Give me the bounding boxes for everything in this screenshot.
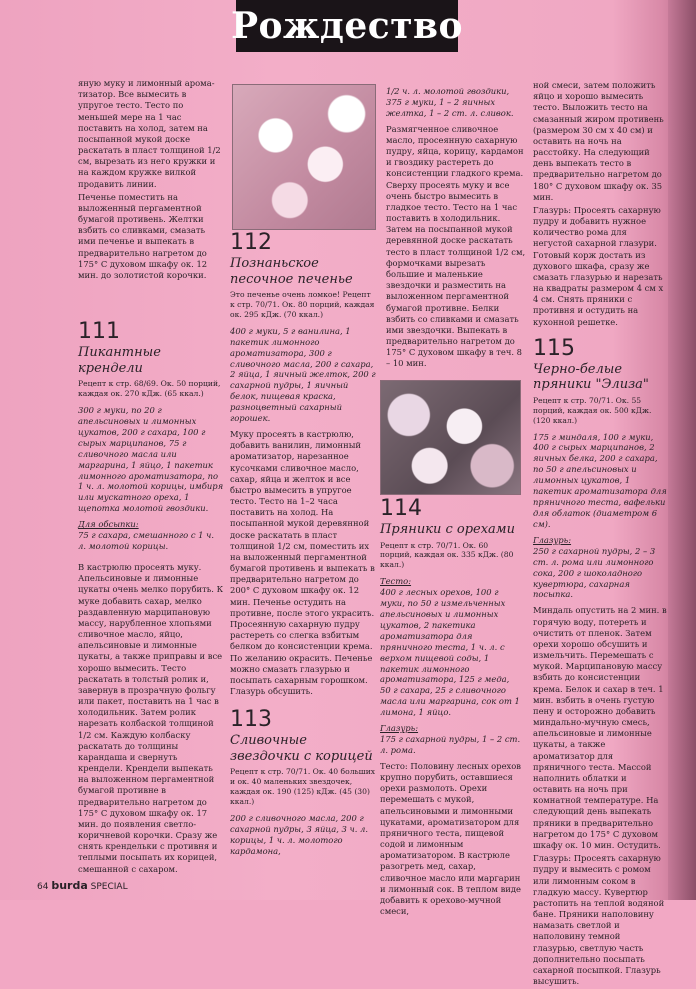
glaze-ingredients: 175 г сахарной пудры, 1 – 2 ст. л. рома. — [380, 734, 521, 755]
glaze-label: Глазурь: — [533, 534, 572, 545]
recipe-number: 112 — [230, 230, 272, 255]
recipe-text: Миндаль опустить на 2 мин. в горячую воду, потереть и очистить от пленок. Затем орехи хорошо обсушить и измельчить. Перемешать с мукой. Марципановую массу взбить до консистенции крема. Белок и сахар в теч. 1 мин. взбить в очень густую пену и осторожно добавить миндально-мучную смесь, апельсиновые и лимонные цукаты, а также ароматизатор для пряничного теста. Массой наполнить облатки и оставить на ночь при комнатной температуре. На следующий день выпекать пряники в предварительно нагретом до 175° С духовом шкафу ок. 10 мин. Остудить. — [533, 605, 667, 850]
brand-logo: burda — [51, 879, 88, 892]
intro-text-2: Печенье поместить на выложенный пергаментной бумагой противень. Желтки взбить со сливками, смазать ими печенье и выпекать в предварительно нагретом до 175° С духовом шкафу ок. 12 мин. до золотистой корочки. — [78, 191, 208, 280]
recipe-text: Муку просеять в кастрюлю, добавить ванилин, лимонный ароматизатор, нарезанное кусочками сливочное масло, сахар, яйца и желток и все быстро вымесить в упругое тесто. Тесто на 1–2 часа поставить на холод. На посыпанной мукой деревянной доске раскатать в пласт толщиной 1/2 см, поместить их на выложенный пергаментной бумагой противень и выпекать в предварительно нагретом до 200° С духовом шкафу ок. 12 мин. Печенье остудить на противне, после этого украсить. Просеянную сахарную пудру растереть со слегка взбитым белком до консистенции крема. По желанию окрасить. Печенье можно смазать глазурью и посыпать сахарным горошком. Глазурь обсушить. — [230, 429, 375, 697]
recipe-title: Черно-белые пряники "Элиза" — [533, 361, 649, 393]
intro-text: яную муку и лимонный аромa-тизатор. Все вымесить в упругое тесто. Тесто по меньшей мере на 1 час поставить на холод, затем на посыпанной мукой доске раскатать в пласт толщиной 1/2 см, вырезать из него кружки и на каждом кружке вилкой продавить линии. — [78, 78, 221, 189]
column-3 — [386, 86, 526, 372]
recipe-text: Размягченное сливочное масло, просеянную сахарную пудру, яйца, корицу, кардамон и гвоздику растереть до консистенции гладкого крема. Сверху просеять муку и все очень быстро вымесить в гладкое тесто. Тесто на 1 час поставить в холодильник. Затем на посыпанной мукой деревянной доске раскатать тесто в пласт толщиной 1/2 см, формочками вырезать большие и маленькие звездочки и разместить на выложенном пергаментной бумагой противне. Белки взбить со сливками и смазать ими звездочки. Выпекать в предварительно нагретом до 175° С духовом шкафу в теч. 8 – 10 мин. — [386, 123, 526, 369]
column-4 — [533, 80, 667, 989]
recipe-text: В кастрюлю просеять муку. Апельсиновые и лимонные цукаты очень мелко порубить. К муке добавить сахар, мелко раздавленную марципановую массу, нарубленное хлопьями сливочное масло, яйцо, апельсиновые и лимонные цукаты, а также приправы и все хорошо вымесить. Тесто раскатать в толстый ролик и, завернув в прозрачную фольгу или пакет, поставить на 1 час в холодильник. Затем ролик нарезать колбаской толщиной 1/2 см. Каждую колбаску раскатать до толщины карандаша и свернуть крендели. Крендели выпекать на выложенном пергаментной бумагой противне в предварительно нагретом до 175° С духовом шкафу ок. 17 мин. до появления светло-коричневой корочки. Сразу же снять крендельки с противня и теплыми посыпать их корицей, смешанной с сахаром. — [78, 561, 224, 874]
page-number: 64 — [37, 882, 49, 892]
recipe-number: 115 — [533, 335, 575, 361]
glaze-label: Глазурь: — [380, 723, 419, 734]
sprinkle-label: Для обсыпки: — [78, 519, 139, 530]
ingredients-continued: 1/2 ч. л. молотой гвоздики, 375 г муки, 1 – 2 яичных желтка, 1 – 2 ст. л. сливок. — [386, 86, 514, 118]
brand-special: SPECIAL — [90, 882, 128, 892]
ingredients: 300 г муки, по 20 г апельсиновых и лимонных цукатов, 200 г сахара, 100 г сырых марципанов, 75 г сливочного масла или маргарина, 1 яйцо, 1 пакетик лимонного ароматизатора, по 1 ч. л. молотой корицы, имбиря или мускатного ореха, 1 щепотка молотой гвоздики. — [78, 405, 224, 514]
gingerbread-photo — [380, 380, 521, 495]
recipe-number: 114 — [380, 496, 422, 521]
recipe-meta: Рецепт к стр. 70/71. Ок. 55 порций, каждая ок. 500 кДж. (120 ккал.) — [533, 395, 652, 425]
page-edge — [668, 0, 696, 900]
recipe-title: Пикантные крендели — [78, 345, 161, 376]
recipe-title: Познаньское песочное печенье — [230, 256, 353, 287]
recipe-title: Пряники с орехами — [380, 522, 515, 537]
recipe-meta: Рецепт к стр. 70/71. Ок. 60 порций, каждая ок. 335 кДж. (80 ккал.) — [380, 540, 514, 570]
recipe-text: Тесто: Половину лесных орехов крупно порубить, оставшиеся орехи размолоть. Орехи перемешать с мукой, апельсиновыми и лимонными цукатами, ароматизатором для пряничного теста, пищевой содой и лимонным ароматизатором. В кастрюле разогреть мед, сахар, сливочное масло или маргарин и лимонный сок. В теплом виде добавить к орехово-мучной смеси, — [380, 760, 522, 917]
recipe-number: 113 — [230, 707, 272, 733]
page-footer — [37, 879, 128, 892]
ingredients: 200 г сливочного масла, 200 г сахарной пудры, 3 яйца, 3 ч. л. корицы, 1 ч. л. молотого кардамона, — [230, 812, 369, 856]
ingredients: 175 г миндаля, 100 г муки, 400 г сырых марципанов, 2 яичных белка, 200 г сахара, по 50 г апельсиновых и лимонных цукатов, 1 пакетик ароматизатора для пряничного теста, вафельки для облаток (диаметром 6 см). — [533, 431, 667, 529]
recipe-text: ной смеси, затем положить яйцо и хорошо вымесить тесто. Выложить тесто на смазанный жиром противень (размером 30 см х 40 см) и оставить на ночь на расстойку. На следующий день выпекать тесто в предварительно нагретом до 180° С духовом шкафу ок. 35 мин. — [533, 80, 664, 202]
column-1 — [78, 78, 224, 877]
glaze-ingredients: 250 г сахарной пудры, 2 – 3 ст. л. рома или лимонного сока, 200 г шоколадного кувертюра, сахарная посыпка. — [533, 545, 656, 600]
column-3-lower — [380, 498, 522, 919]
title-block — [230, 0, 464, 52]
dough-label: Тесто: — [380, 576, 412, 587]
ingredients: 400 г муки, 5 г ванилина, 1 пакетик лимонного ароматизатора, 300 г сливочного масла, 200 г сахара, 2 яйца, 1 яичный желток, 200 г сахарной пудры, 1 яичный белок, пищевая краска, разноцветный сахарный горошек. — [230, 325, 376, 424]
recipe-number: 111 — [78, 319, 120, 345]
glaze-text: Глазурь: Просеять сахарную пудру и добавить нужное количество рома для негустой сахарной глазури. Готовый корж достать из духового шкафа, сразу же смазать глазурью и нарезать на квадраты размером 4 см х 4 см. Снять пряники с противня и остудить на кухонной решетке. — [533, 204, 664, 327]
recipe-meta: Это печенье очень ломкое! Рецепт к стр. 70/71. Ок. 80 порций, каждая ок. 295 кДж. (70 ккал.) — [230, 290, 375, 319]
dough-ingredients: 400 г лесных орехов, 100 г муки, по 50 г измельченных апельсиновых и лимонных цукатов, 2 пакетика ароматизатора для пряничного теста, 1 ч. л. с верхом пищевой соды, 1 пакетик лимонного ароматизатора, 125 г меда, 50 г сахара, 25 г сливочного масла или маргарина, сок от 1 лимона, 1 яйцо. — [380, 587, 520, 718]
recipe-meta: Рецепт к стр. 70/71. Ок. 40 больших и ок. 40 маленьких звездочек, каждая ок. 190 (125) кДж. (45 (30) ккал.) — [230, 767, 376, 806]
sprinkle-text: 75 г сахара, смешанного с 1 ч. л. молотой корицы. — [78, 530, 215, 552]
cookies-photo — [232, 84, 376, 230]
glaze-text: Глазурь: Просеять сахарную пудру и вымесить с ромом или лимонным соком в гладкую массу. Кувертюр растопить на теплой водяной бане. Пряники наполовину намазать светлой и наполовину темной глазурью, светлую часть дополнительно посыпать сахарной посыпкой. Глазурь высушить. — [533, 853, 665, 987]
recipe-meta: Рецепт к стр. 68/69. Ок. 50 порций, каждая ок. 270 кДж. (65 ккал.) — [78, 379, 221, 399]
column-2 — [230, 232, 376, 862]
recipe-title: Сливочные звездочки с корицей — [230, 733, 373, 764]
page-title: Рождество — [230, 5, 464, 47]
